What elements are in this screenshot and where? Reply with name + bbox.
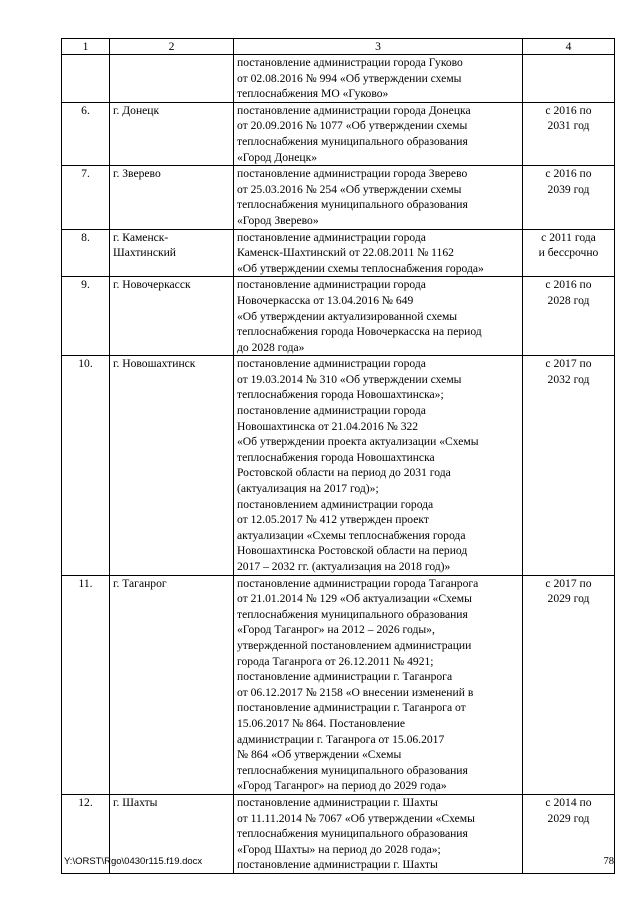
- document-text: постановление администрации города Гуково от 02.08.2016 № 994 «Об утверждении схемы теплоснабжения МО «Гуково»: [234, 55, 523, 103]
- validity-period: с 2017 по 2029 год: [523, 575, 615, 794]
- column-header-3: 3: [234, 39, 523, 55]
- table-row: [62, 55, 615, 103]
- row-number: [62, 55, 110, 103]
- column-header-1: 1: [62, 39, 110, 55]
- document-text: постановление администрации города Таганрога от 21.01.2014 № 129 «Об актуализации «Схемы теплоснабжения муниципального образования «Город Таганрог» на 2012 – 2026 годы», утвержденной постановлением администрации города Таганрога от 26.12.2011 № 4921; постановление администрации г. Таганрога от 06.12.2017 № 2158 «О внесении изменений в постановление администрации г. Таганрога от 15.06.2017 № 864. Постановление администрации г. Таганрога от 15.06.2017 № 864 «Об утверждении «Схемы теплоснабжения муниципального образования «Город Таганрог» на период до 2029 года»: [234, 575, 523, 794]
- table-header-row: [62, 39, 615, 55]
- municipality-name: [110, 55, 234, 103]
- validity-period: с 2016 по 2039 год: [523, 166, 615, 229]
- validity-period: с 2016 по 2031 год: [523, 102, 615, 165]
- row-number: 10.: [62, 356, 110, 575]
- table-row: [62, 166, 615, 229]
- municipality-name: г. Таганрог: [110, 575, 234, 794]
- row-number: 9.: [62, 277, 110, 356]
- table-row: [62, 575, 615, 794]
- row-number: 11.: [62, 575, 110, 794]
- municipality-name: г. Зверево: [110, 166, 234, 229]
- document-text: постановление администрации города Новочеркасска от 13.04.2016 № 649 «Об утверждении актуализированной схемы теплоснабжения города Новочеркасска на период до 2028 года»: [234, 277, 523, 356]
- row-number: 12.: [62, 794, 110, 873]
- validity-period: с 2016 по 2028 год: [523, 277, 615, 356]
- table-row: [62, 229, 615, 277]
- document-text: постановление администрации города Каменск-Шахтинский от 22.08.2011 № 1162 «Об утверждении схемы теплоснабжения города»: [234, 229, 523, 277]
- municipality-name: г. Шахты: [110, 794, 234, 873]
- row-number: 6.: [62, 102, 110, 165]
- column-header-2: 2: [110, 39, 234, 55]
- row-number: 7.: [62, 166, 110, 229]
- page-number: 78: [603, 856, 614, 867]
- municipality-name: г. Донецк: [110, 102, 234, 165]
- municipality-name: г. Новошахтинск: [110, 356, 234, 575]
- document-text: постановление администрации г. Шахты от 11.11.2014 № 7067 «Об утверждении «Схемы теплоснабжения муниципального образования «Город Шахты» на период до 2028 года»; постановление администрации г. Шахты: [234, 794, 523, 873]
- heat-supply-schemes-table: [61, 38, 615, 874]
- document-text: постановление администрации города от 19.03.2014 № 310 «Об утверждении схемы теплоснабжения города Новошахтинска»; постановление администрации города Новошахтинска от 21.04.2016 № 322 «Об утверждении проекта актуализации «Схемы теплоснабжения города Новошахтинска Ростовской области на период до 2031 года (актуализация на 2017 год)»; постановлением администрации города от 12.05.2017 № 412 утвержден проект актуализации «Схемы теплоснабжения города Новошахтинска Ростовской области на период 2017 – 2032 гг. (актуализация на 2018 год)»: [234, 356, 523, 575]
- validity-period: с 2011 года и бессрочно: [523, 229, 615, 277]
- municipality-name: г. Каменск-Шахтинский: [110, 229, 234, 277]
- row-number: 8.: [62, 229, 110, 277]
- document-text: постановление администрации города Донецка от 20.09.2016 № 1077 «Об утверждении схемы теплоснабжения муниципального образования «Город Донецк»: [234, 102, 523, 165]
- validity-period: с 2014 по 2029 год: [523, 794, 615, 873]
- table-row: [62, 356, 615, 575]
- footer-file-path: Y:\ORST\Rgo\0430r115.f19.docx: [64, 856, 203, 867]
- validity-period: [523, 55, 615, 103]
- table-row: [62, 277, 615, 356]
- table-row: [62, 102, 615, 165]
- document-text: постановление администрации города Зверево от 25.03.2016 № 254 «Об утверждении схемы теплоснабжения муниципального образования «Город Зверево»: [234, 166, 523, 229]
- validity-period: с 2017 по 2032 год: [523, 356, 615, 575]
- column-header-4: 4: [523, 39, 615, 55]
- municipality-name: г. Новочеркасск: [110, 277, 234, 356]
